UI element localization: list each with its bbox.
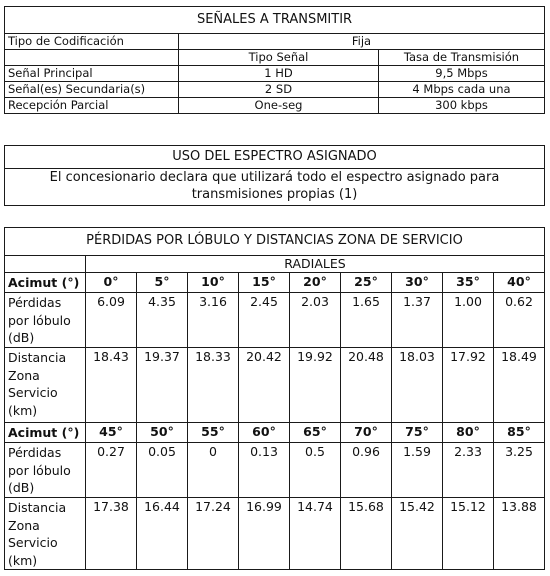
loss-cell: 1.00 [443,293,494,348]
azimuth-cell: 45° [86,423,137,443]
loss-cell: 2.03 [290,293,341,348]
loss-cell: 2.45 [239,293,290,348]
signal-type: 1 HD [179,66,379,82]
distance-row [5,348,545,423]
loss-cell: 1.65 [341,293,392,348]
signals-table [4,6,545,114]
distance-cell: 17.38 [86,498,137,570]
loss-label: Pérdidas por lóbulo (dB) [5,293,86,348]
azimuth-cell: 80° [443,423,494,443]
spectrum-table [4,145,545,206]
azimuth-row [5,423,545,443]
azimuth-label: Acimut (°) [5,423,86,443]
azimuth-cell: 35° [443,273,494,293]
signal-name: Señal Principal [5,66,179,82]
loss-cell: 2.33 [443,443,494,498]
signal-name: Señal(es) Secundaria(s) [5,82,179,98]
loss-row [5,293,545,348]
azimuth-cell: 5° [137,273,188,293]
azimuth-cell: 20° [290,273,341,293]
azimuth-cell: 15° [239,273,290,293]
coding-value: Fija [179,34,545,50]
distance-cell: 20.48 [341,348,392,423]
azimuth-cell: 75° [392,423,443,443]
distance-cell: 18.49 [494,348,545,423]
loss-label: Pérdidas por lóbulo (dB) [5,443,86,498]
azimuth-cell: 55° [188,423,239,443]
distance-cell: 15.42 [392,498,443,570]
azimuth-cell: 85° [494,423,545,443]
signal-type: One-seg [179,98,379,114]
distance-cell: 20.42 [239,348,290,423]
loss-cell: 6.09 [86,293,137,348]
distance-label: Distancia Zona Servicio (km) [5,498,86,570]
loss-cell: 1.59 [392,443,443,498]
distance-row [5,498,545,570]
distance-cell: 19.37 [137,348,188,423]
azimuth-cell: 60° [239,423,290,443]
coding-label: Tipo de Codificación [5,34,179,50]
loss-cell: 0.62 [494,293,545,348]
loss-cell: 0.96 [341,443,392,498]
spectrum-text: El concesionario declara que utilizará todo el espectro asignado para transmisiones propias (1) [5,169,545,206]
col-rate: Tasa de Transmisión [379,50,545,66]
losses-table [4,227,545,570]
distance-cell: 18.03 [392,348,443,423]
azimuth-cell: 70° [341,423,392,443]
azimuth-label: Acimut (°) [5,273,86,293]
azimuth-cell: 25° [341,273,392,293]
distance-cell: 18.43 [86,348,137,423]
azimuth-cell: 65° [290,423,341,443]
empty-corner-cell [5,256,86,273]
loss-cell: 0.27 [86,443,137,498]
loss-cell: 4.35 [137,293,188,348]
loss-cell: 3.25 [494,443,545,498]
signal-rate: 300 kbps [379,98,545,114]
distance-cell: 19.92 [290,348,341,423]
azimuth-cell: 40° [494,273,545,293]
loss-row [5,443,545,498]
loss-cell: 0.5 [290,443,341,498]
col-signal-type: Tipo Señal [179,50,379,66]
table-row [5,66,545,82]
distance-cell: 13.88 [494,498,545,570]
azimuth-cell: 10° [188,273,239,293]
table-row [5,82,545,98]
signals-title: SEÑALES A TRANSMITIR [5,7,545,34]
distance-cell: 18.33 [188,348,239,423]
distance-cell: 17.92 [443,348,494,423]
loss-cell: 1.37 [392,293,443,348]
distance-cell: 15.12 [443,498,494,570]
empty-header-cell [5,50,179,66]
loss-cell: 3.16 [188,293,239,348]
azimuth-cell: 30° [392,273,443,293]
signal-name: Recepción Parcial [5,98,179,114]
distance-cell: 16.44 [137,498,188,570]
distance-cell: 14.74 [290,498,341,570]
signal-rate: 4 Mbps cada una [379,82,545,98]
distance-cell: 15.68 [341,498,392,570]
signal-rate: 9,5 Mbps [379,66,545,82]
distance-label: Distancia Zona Servicio (km) [5,348,86,423]
distance-cell: 17.24 [188,498,239,570]
loss-cell: 0 [188,443,239,498]
table-row [5,98,545,114]
radiales-header: RADIALES [86,256,545,273]
azimuth-cell: 50° [137,423,188,443]
signal-type: 2 SD [179,82,379,98]
spectrum-title: USO DEL ESPECTRO ASIGNADO [5,146,545,169]
azimuth-row [5,273,545,293]
loss-cell: 0.13 [239,443,290,498]
loss-cell: 0.05 [137,443,188,498]
distance-cell: 16.99 [239,498,290,570]
azimuth-cell: 0° [86,273,137,293]
losses-title: PÉRDIDAS POR LÓBULO Y DISTANCIAS ZONA DE SERVICIO [5,228,545,256]
